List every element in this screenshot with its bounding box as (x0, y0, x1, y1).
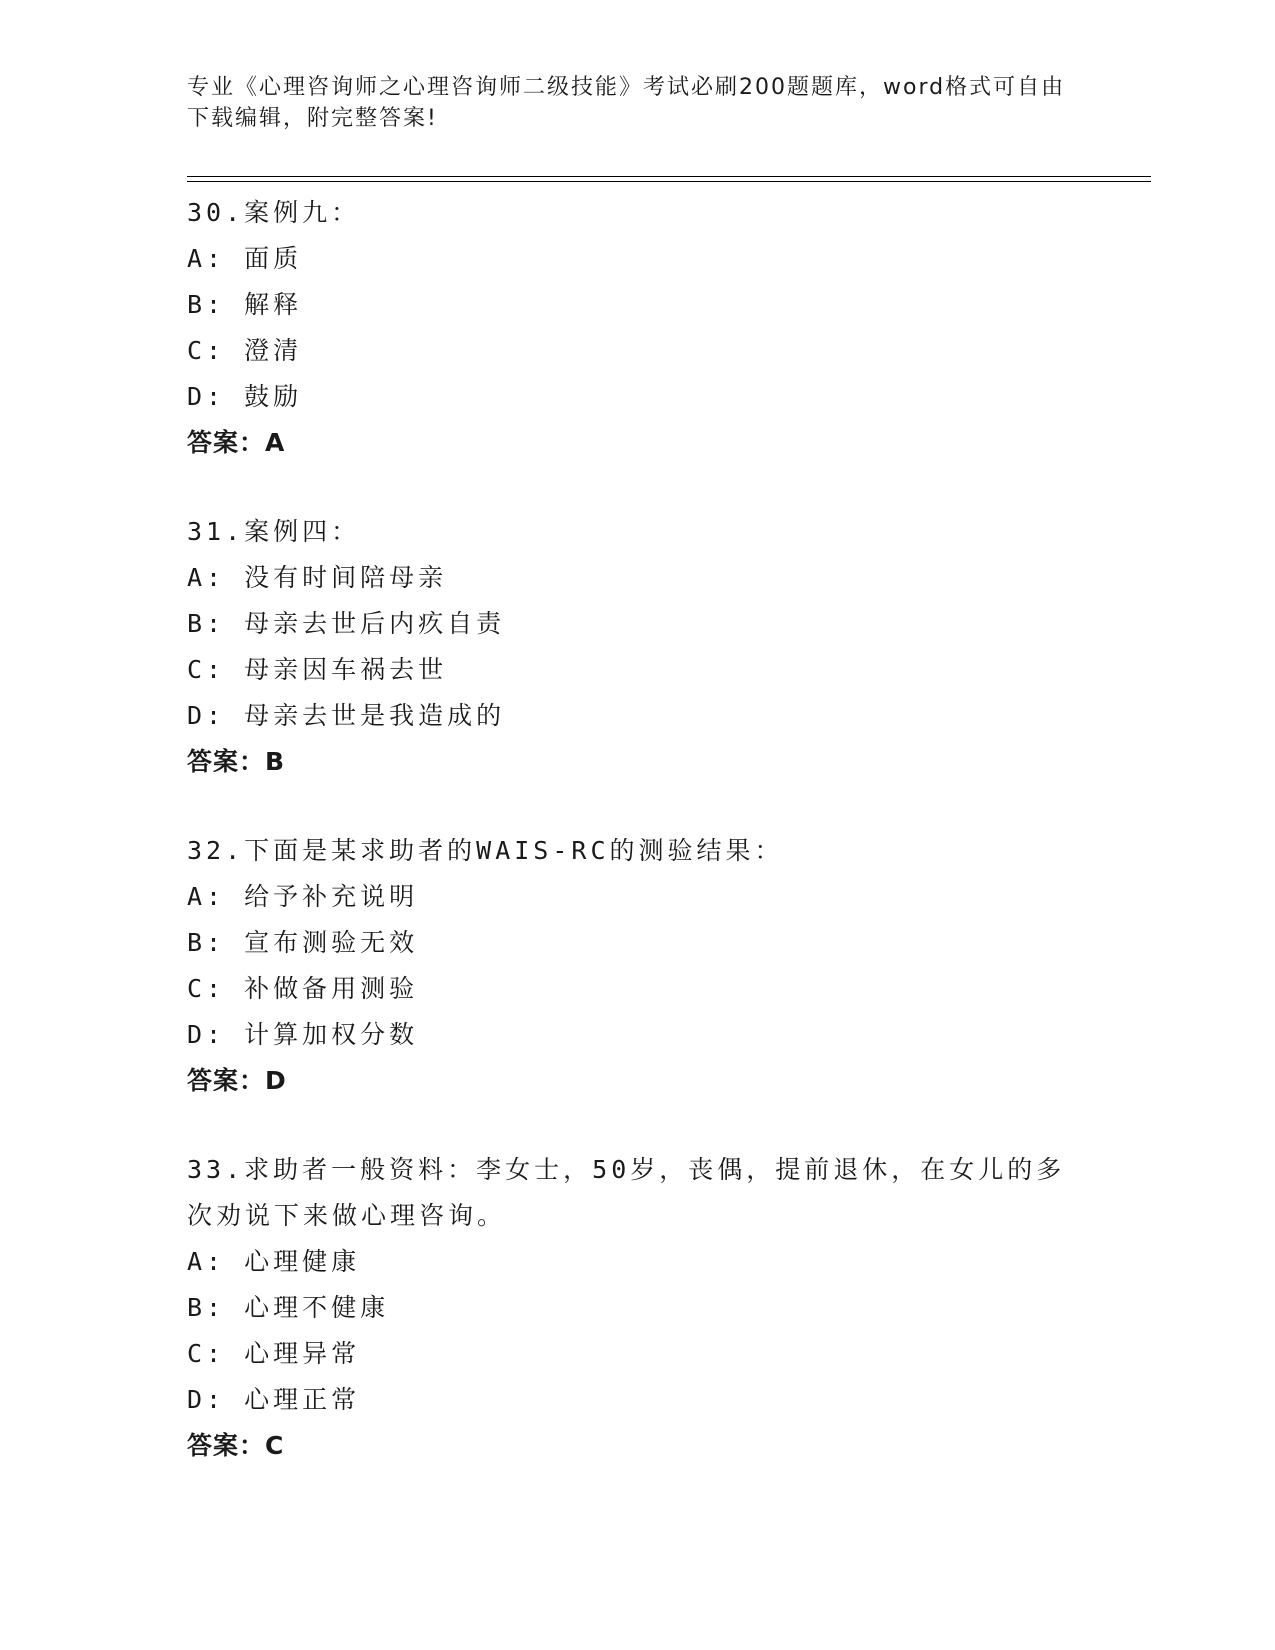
option-d: D: 母亲去世是我造成的 (187, 701, 506, 730)
option-c: C: 澄清 (187, 336, 303, 365)
option-b: B: 心理不健康 (187, 1293, 390, 1322)
option-a: A: 给予补充说明 (187, 882, 419, 911)
option-d: D: 鼓励 (187, 382, 303, 411)
option-b: B: 解释 (187, 290, 303, 319)
answer-line: 答案：A (187, 428, 286, 457)
question-32 (187, 828, 1087, 1104)
header-divider-bottom (187, 181, 1151, 182)
question-stem: 31.案例四： (187, 517, 361, 546)
answer-line: 答案：D (187, 1066, 287, 1095)
option-a: A: 没有时间陪母亲 (187, 563, 448, 592)
option-a: A: 面质 (187, 244, 303, 273)
header-divider-top (187, 176, 1151, 177)
option-c: C: 补做备用测验 (187, 974, 419, 1003)
option-b: B: 宣布测验无效 (187, 928, 419, 957)
option-d: D: 心理正常 (187, 1385, 361, 1414)
option-c: C: 母亲因车祸去世 (187, 655, 448, 684)
question-31 (187, 509, 1087, 785)
question-stem: 30.案例九： (187, 198, 361, 227)
question-33 (187, 1147, 1087, 1469)
question-30 (187, 190, 1087, 466)
answer-line: 答案：C (187, 1431, 285, 1460)
option-c: C: 心理异常 (187, 1339, 361, 1368)
answer-line: 答案：B (187, 747, 286, 776)
option-b: B: 母亲去世后内疚自责 (187, 609, 506, 638)
document-header: 专业《心理咨询师之心理咨询师二级技能》考试必刷200题题库，word格式可自由下载编辑，附完整答案! (187, 75, 1066, 131)
question-stem: 32.下面是某求助者的WAIS-RC的测验结果： (187, 836, 784, 865)
option-d: D: 计算加权分数 (187, 1020, 419, 1049)
option-a: A: 心理健康 (187, 1247, 361, 1276)
question-stem: 33.求助者一般资料：李女士，50岁，丧偶，提前退休，在女儿的多次劝说下来做心理咨询。 (187, 1155, 1066, 1230)
